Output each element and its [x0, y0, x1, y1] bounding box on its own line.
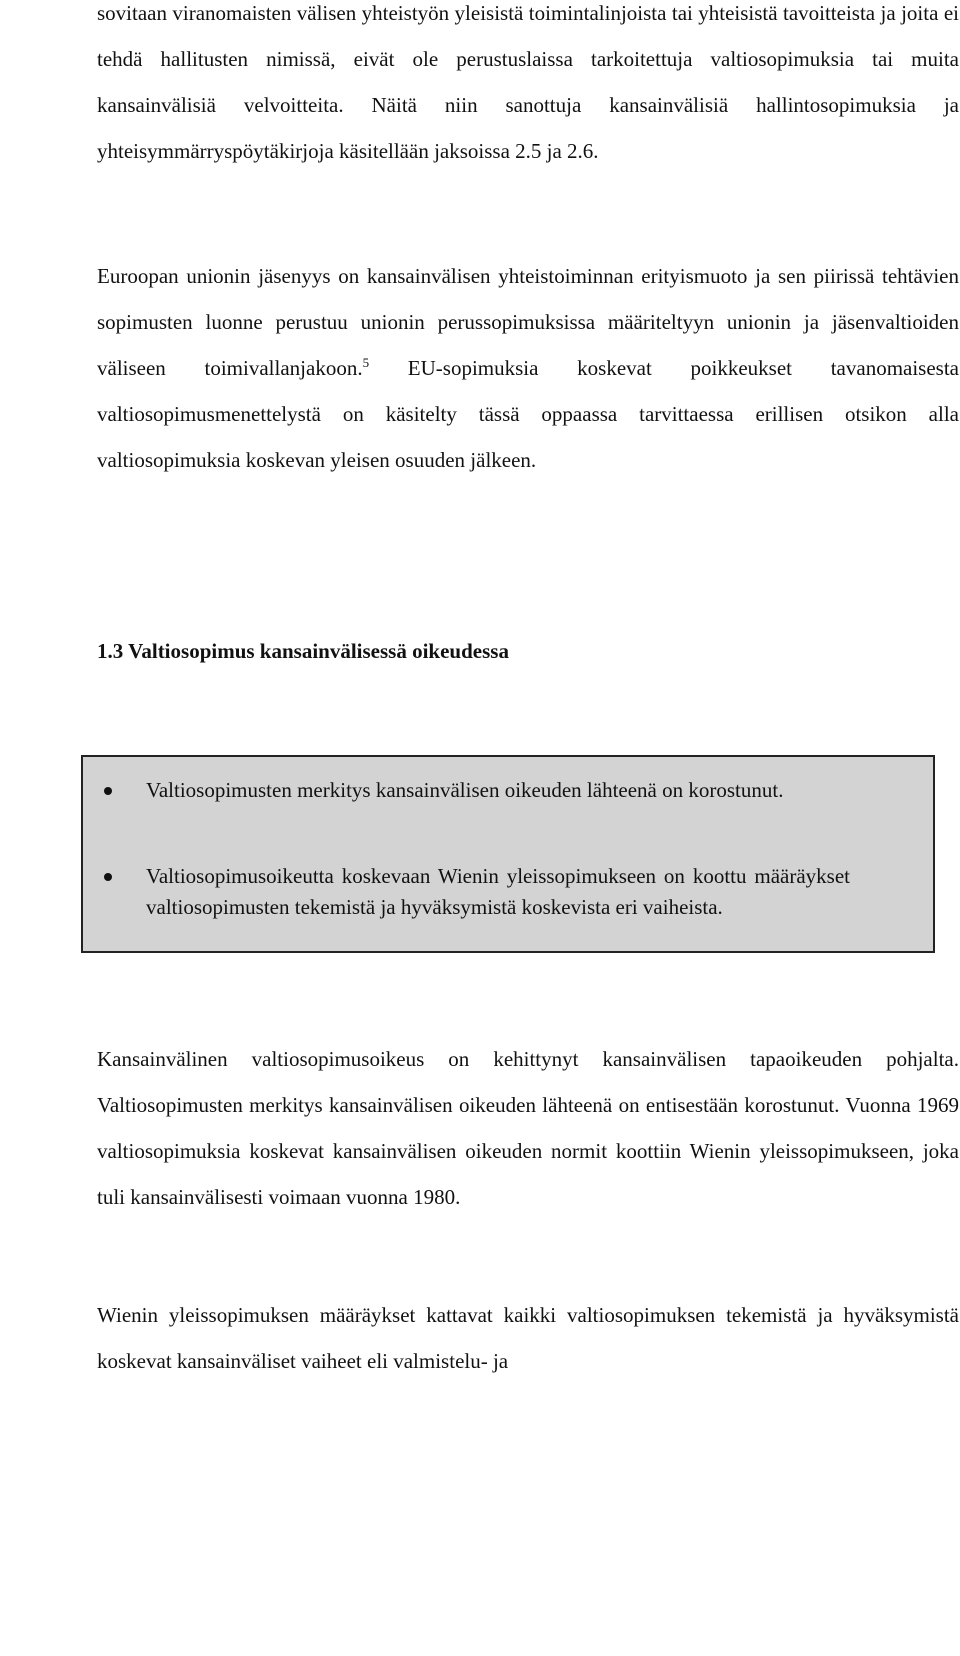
summary-item-text: Valtiosopimusoikeutta koskevaan Wienin yleissopimukseen on koottu määräykset valtiosopimusten tekemistä ja hyväksymistä koskevista eri vaiheista. — [146, 864, 850, 919]
summary-item-text: Valtiosopimusten merkitys kansainvälisen oikeuden lähteenä on korostunut. — [146, 778, 784, 802]
body-paragraph-1: sovitaan viranomaisten välisen yhteistyön yleisistä toimintalinjoista tai yhteisistä tavoitteista ja joita ei tehdä hallitusten nimissä, eivät ole perustuslaissa tarkoitettuja valtiosopimuksia tai muita kansainvälisiä velvoitteita. Näitä niin sanottuja kansainvälisiä hallintosopimuksia ja yhteisymmärryspöytäkirjoja käsitellään jaksoissa 2.5 ja 2.6. — [97, 1, 959, 163]
paragraph-text: Euroopan unionin jäsenyys on kansainvälisen yhteistoiminnan erityismuoto ja sen piirissä tehtävien sopimusten luonne perustuu unionin perussopimuksissa määriteltyyn unionin ja jäsenvaltioiden väliseen toimivallanjakoon. — [97, 264, 959, 380]
footnote-reference[interactable]: 5 — [362, 355, 370, 370]
body-paragraph-4: Wienin yleissopimuksen määräykset kattavat kaikki valtiosopimuksen tekemistä ja hyväksymistä koskevat kansainväliset vaiheet eli valmistelu- ja — [97, 1303, 959, 1373]
body-paragraph-2 — [97, 253, 959, 483]
section-heading: 1.3 Valtiosopimus kansainvälisessä oikeudessa — [97, 639, 509, 663]
summary-list-item — [146, 775, 850, 806]
bullet-icon — [104, 873, 112, 881]
summary-box — [81, 755, 935, 953]
summary-list-item — [146, 861, 850, 923]
body-paragraph-3: Kansainvälinen valtiosopimusoikeus on kehittynyt kansainvälisen tapaoikeuden pohjalta. Valtiosopimusten merkitys kansainvälisen oikeuden lähteenä on entisestään korostunut. Vuonna 1969 valtiosopimuksia koskevat kansainvälisen oikeuden normit koottiin Wienin yleissopimukseen, joka tuli kansainvälisesti voimaan vuonna 1980. — [97, 1047, 959, 1209]
bullet-icon — [104, 787, 112, 795]
paragraph-text: EU-sopimuksia koskevat poikkeukset tavanomaisesta valtiosopimusmenettelystä on käsitelty tässä oppaassa tarvittaessa erillisen otsikon alla valtiosopimuksia koskevan yleisen osuuden jälkeen. — [97, 356, 960, 472]
